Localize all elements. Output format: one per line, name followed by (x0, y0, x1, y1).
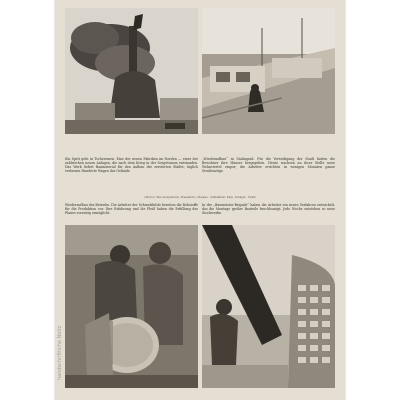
factory-smoke-image (65, 8, 198, 134)
handwritten-margin-note: handschriftliche Notiz (57, 325, 63, 380)
caption-bottom-right: In der „Baumeister-Brigade“ haben die Arbeiter ein neues Verfahren entwickelt, das die Montage großer Bauteile beschleunigt. Jede Woche entstehen so neue Stockwerke. (202, 203, 335, 215)
caption-top-right: „Wiederaufbau“ in Stalingrad. Für die Verteidigung der Stadt hatten die Bewohner ihre Häuser hergegeben. Heute wachsen an ihrer Stelle neue Wohnviertel empor; die Arbeiter errichten in wenigen Monaten ganze Straßenzüge. (202, 157, 335, 173)
tower-building-image (202, 225, 335, 388)
construction-site-image (202, 8, 335, 134)
magazine-page (55, 0, 345, 400)
photo-factory-smoke (65, 8, 198, 134)
caption-bottom-left: Wiederaufbau des Betriebs. Die Arbeiter der Schmelzhütte bereiten die Rohstoffe für die Produktion vor. Ihre Erfahrung und ihr Fleiß haben die Erfüllung des Planes vorzeitig ermöglicht. (65, 203, 198, 215)
photo-credit: (Photos: Tass-Sowjetunion, Pressebüro, Moskau · Aufnahmen: Karp, Schagin · 1949) (144, 196, 256, 199)
photo-construction-site (202, 8, 335, 134)
photo-workers-drum (65, 225, 198, 388)
workers-drum-image (65, 225, 198, 388)
photo-tower-building (202, 225, 335, 388)
caption-top-left: Ein Sprit geht in Tscheremen. Eine der neuen Fabriken im Norden — einer der zahlreichen neuen Anlagen, die nach dem Krieg in der Sowjetunion entstanden. Das Werk liefert Baumaterial für den Aufbau der zerstörten Städte; täglich verlassen Hunderte Wagen das Gelände. (65, 157, 198, 173)
